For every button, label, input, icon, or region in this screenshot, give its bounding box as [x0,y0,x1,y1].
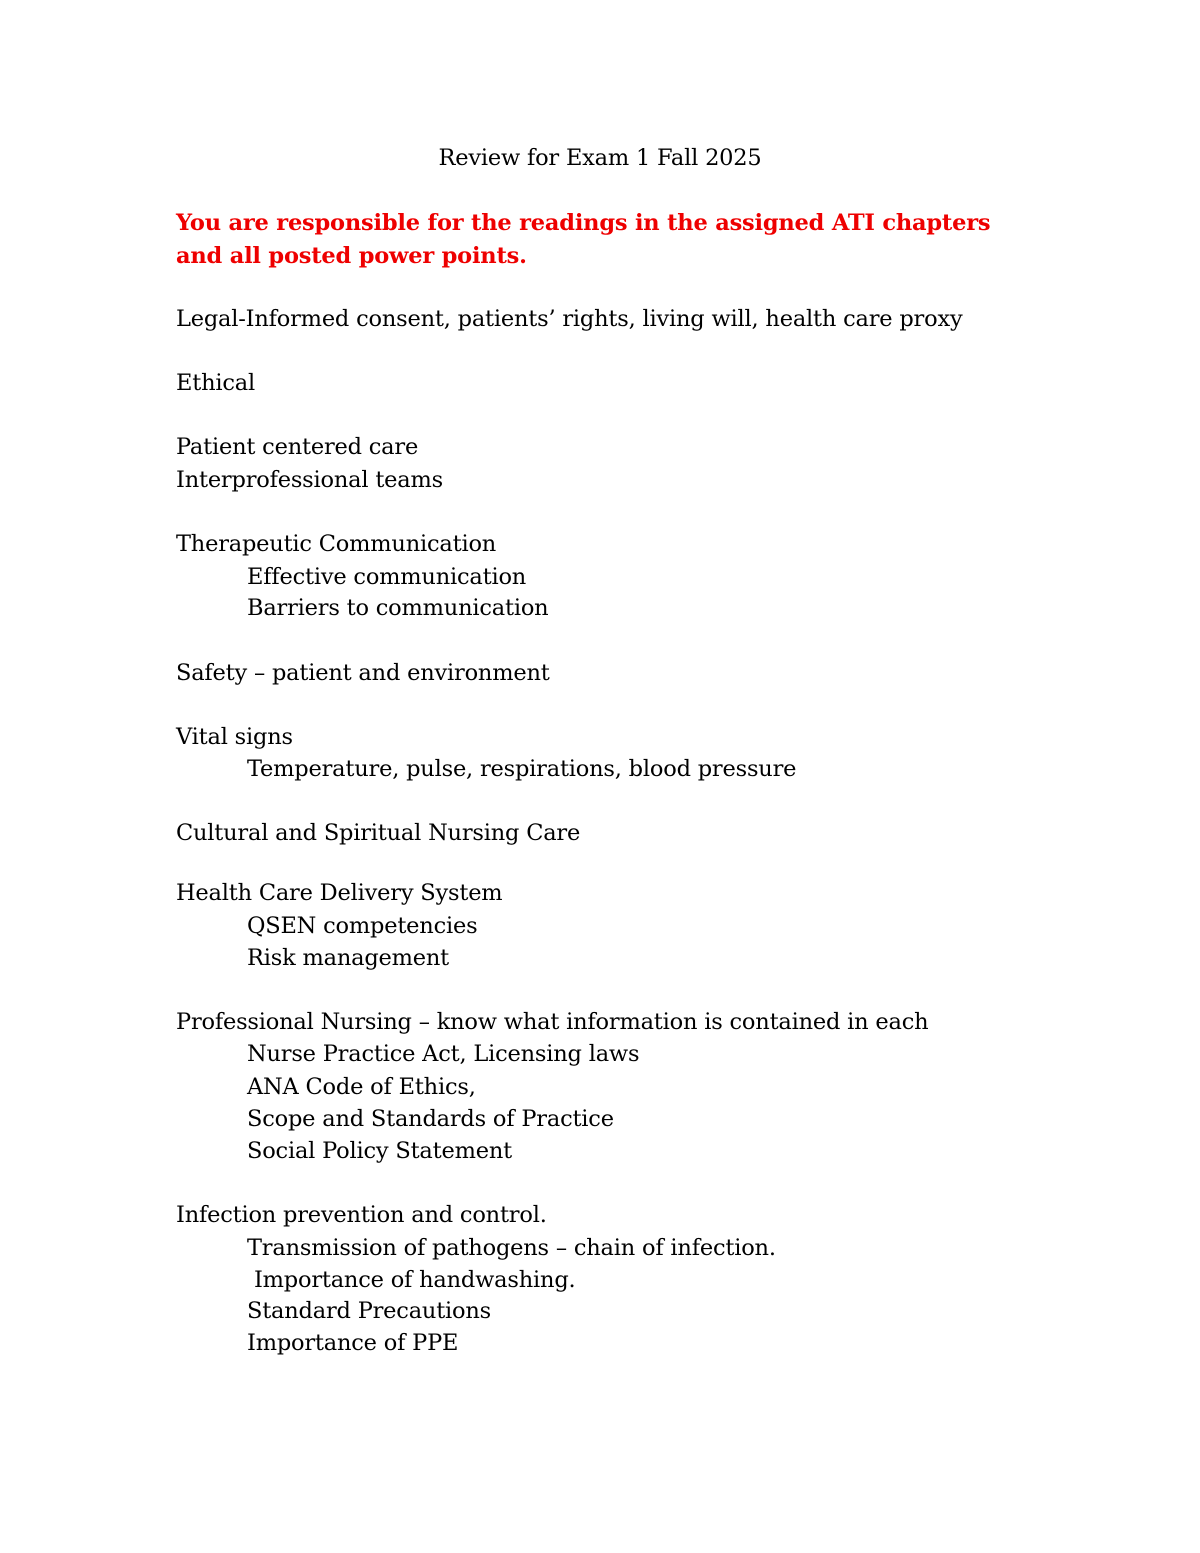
topic-interprofessional-teams: Interprofessional teams [176,467,443,493]
topic-therapeutic-communication: Therapeutic Communication [176,531,497,557]
subtopic-effective-communication: Effective communication [247,564,527,590]
subtopic-qsen-competencies: QSEN competencies [247,913,478,939]
topic-health-care-delivery: Health Care Delivery System [176,880,503,906]
subtopic-transmission-of-pathogens: Transmission of pathogens – chain of infection. [247,1235,776,1261]
subtopic-nurse-practice-act: Nurse Practice Act, Licensing laws [247,1041,640,1067]
subtopic-vital-sign-measures: Temperature, pulse, respirations, blood pressure [247,756,797,782]
topic-cultural-spiritual-care: Cultural and Spiritual Nursing Care [176,820,581,846]
topic-patient-centered-care: Patient centered care [176,434,419,460]
subtopic-importance-of-handwashing: Importance of handwashing. [247,1267,576,1293]
topic-ethical: Ethical [176,370,255,396]
topic-safety: Safety – patient and environment [176,660,550,686]
topic-vital-signs: Vital signs [176,724,293,750]
subtopic-barriers-to-communication: Barriers to communication [247,595,549,621]
topic-professional-nursing: Professional Nursing – know what information is contained in each [176,1009,929,1035]
subtopic-social-policy-statement: Social Policy Statement [247,1138,512,1164]
topic-legal: Legal-Informed consent, patients’ rights, living will, health care proxy [176,306,963,332]
notice-line-2: and all posted power points. [176,243,527,269]
topic-infection-prevention: Infection prevention and control. [176,1202,547,1228]
subtopic-risk-management: Risk management [247,945,450,971]
notice-line-1: You are responsible for the readings in the assigned ATI chapters [176,210,991,236]
subtopic-standard-precautions: Standard Precautions [247,1298,492,1324]
subtopic-ana-code-of-ethics: ANA Code of Ethics, [247,1074,476,1100]
subtopic-importance-of-ppe: Importance of PPE [247,1330,459,1356]
subtopic-scope-and-standards: Scope and Standards of Practice [247,1106,614,1132]
document-title: Review for Exam 1 Fall 2025 [438,145,762,171]
